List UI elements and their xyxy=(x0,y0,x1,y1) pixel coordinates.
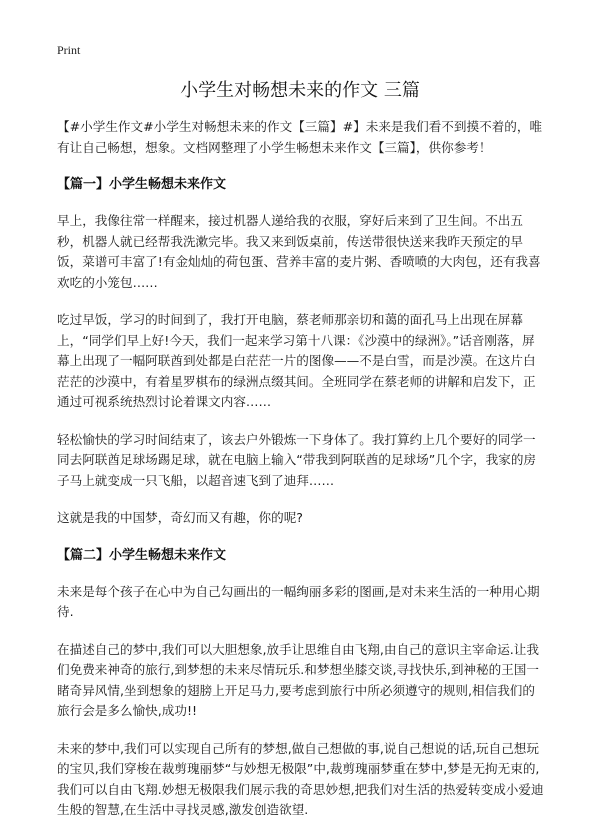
section-1-paragraph-4: 这就是我的中国梦，奇幻而又有趣，你的呢? xyxy=(57,510,303,525)
section-1-paragraph-3: 轻松愉快的学习时间结束了，该去户外锻炼一下身体了。我打算约上几个要好的同学一同去阿联酋足球场踢足球，就在电脑上输入“带我到阿联酋的足球场”几个字，我家的房子马上就变成一只飞船，以超音速飞到了迪拜…… xyxy=(57,431,537,488)
document-body xyxy=(57,117,547,838)
section-2-paragraph-3: 未来的梦中,我们可以实现自己所有的梦想,做自己想做的事,说自己想说的话,玩自己想玩的宝贝,我们穿梭在裁剪瑰丽梦“与妙想无极限”中,裁剪瑰丽梦重在梦中,梦是无拘无束的,我们可以自由飞翔.妙想无极限我们展示我的奇思妙想,把我们对生活的热爱转变成小爱迪生般的智慧,在生活中寻找灵感,激发创造欲望. xyxy=(57,740,544,817)
section-2-paragraph-1: 未来是每个孩子在心中为自己勾画出的一幅绚丽多彩的图画,是对未来生活的一种用心期待. xyxy=(57,583,540,619)
section-1-paragraph-2: 吃过早饭，学习的时间到了，我打开电脑，蔡老师那亲切和蔼的面孔马上出现在屏幕上，“同学们早上好!今天，我们一起来学习第十八课：《沙漠中的绿洲》。”话音刚落，屏幕上出现了一幅阿联酋到处都是白茫茫一片的图像——不是白雪，而是沙漠。在这片白茫茫的沙漠中，有着星罗棋布的绿洲点缀其间。全班同学在蔡老师的讲解和启发下，正通过可视系统热烈讨论着课文内容…… xyxy=(57,312,536,409)
print-label: Print xyxy=(57,43,81,57)
section-1-paragraph-1: 早上，我像往常一样醒来，接过机器人递给我的衣服，穿好后来到了卫生间。不出五秒，机器人就已经帮我洗漱完毕。我又来到饭桌前，传送带很快送来我昨天预定的早饭，菜谱可丰富了!有金灿灿的荷包蛋、营养丰富的麦片粥、香喷喷的大肉包，还有我喜欢吃的小笼包…… xyxy=(57,213,541,290)
page-title: 小学生对畅想未来的作文 三篇 xyxy=(180,80,420,101)
section-2-paragraph-2: 在描述自己的梦中,我们可以大胆想象,放手让思维自由飞翔,由自己的意识主宰命运.让我们免费来神奇的旅行,到梦想的未来尽情玩乐.和梦想坐膝交谈,寻找快乐,到神秘的王国一睹奇异风情,坐到想象的翅膀上开足马力,要考虑到旅行中所必须遵守的规则,相信我们的旅行会是多么愉快,成功!! xyxy=(57,641,539,718)
section-1-heading: 【篇一】小学生畅想未来作文 xyxy=(57,177,227,192)
intro-paragraph: 【#小学生作文#小学生对畅想未来的作文【三篇】#】未来是我们看不到摸不着的，唯有让自己畅想，想象。文档网整理了小学生畅想未来作文【三篇】，供你参考！ xyxy=(57,119,543,155)
section-2-heading: 【篇二】小学生畅想未来作文 xyxy=(57,547,227,563)
